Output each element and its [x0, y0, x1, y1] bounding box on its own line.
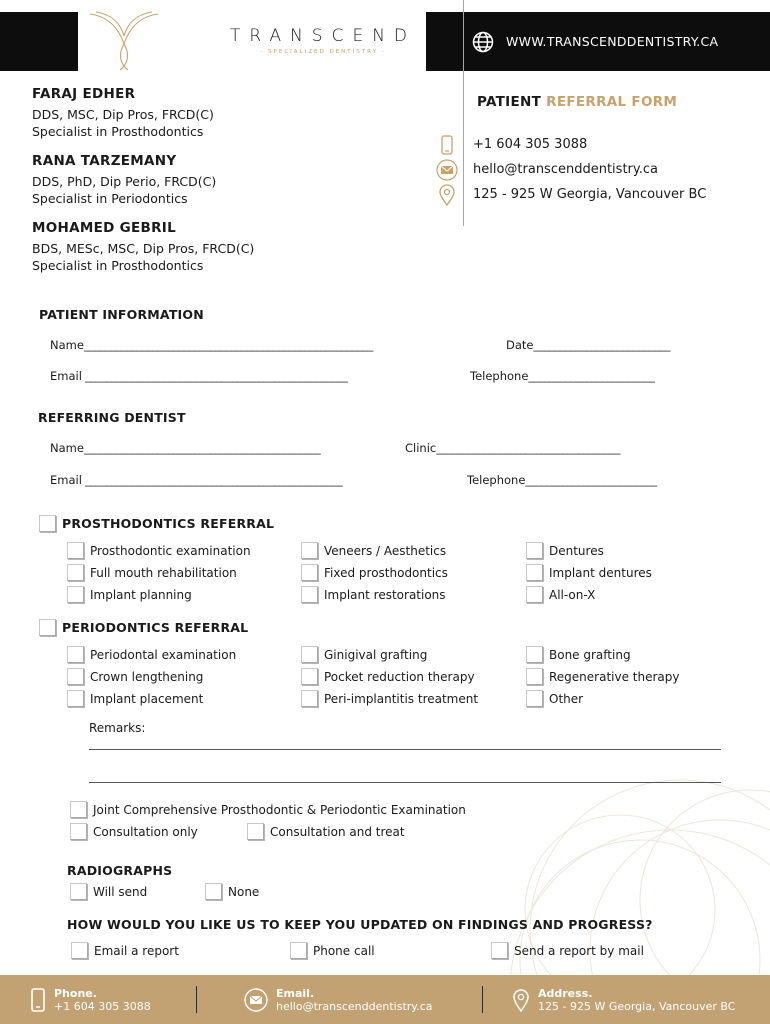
form-title-part2: REFERRAL FORM	[546, 94, 678, 110]
checkbox[interactable]	[67, 646, 84, 663]
checkbox[interactable]	[67, 564, 84, 581]
contact-address	[436, 182, 756, 207]
header-black-bar-left	[0, 12, 78, 71]
footer-email	[244, 975, 433, 1024]
checkbox[interactable]	[526, 586, 543, 603]
option-label: Pocket reduction therapy	[324, 669, 475, 684]
footer-phone	[30, 975, 151, 1024]
option-crown-lengthening[interactable]	[67, 668, 203, 685]
option-label: Ginigival grafting	[324, 647, 428, 662]
option-label: Periodontal examination	[90, 647, 237, 662]
footer-address-label: Address.	[538, 986, 593, 1000]
checkbox[interactable]	[67, 668, 84, 685]
patient-date-label: Date	[506, 338, 534, 352]
option-label: None	[228, 884, 260, 899]
checkbox[interactable]	[205, 883, 222, 900]
footer-phone-label: Phone.	[54, 986, 97, 1000]
form-title-part1: PATIENT	[477, 94, 542, 110]
dentist-clinic-field[interactable]: Clinic___________________________________	[405, 441, 620, 455]
phone-icon	[30, 988, 46, 1012]
checkbox[interactable]	[491, 942, 508, 959]
updates-question-title: HOW WOULD YOU LIKE US TO KEEP YOU UPDATED ON FINDINGS AND PROGRESS?	[67, 917, 653, 932]
dentist-name-field[interactable]: Name_____________________________________________	[50, 441, 321, 455]
option-implant-planning[interactable]	[67, 586, 192, 603]
form-title	[477, 94, 677, 110]
checkbox[interactable]	[71, 942, 88, 959]
prosthodontics-referral-header[interactable]	[39, 515, 274, 532]
patient-date-field[interactable]: Date__________________________	[506, 338, 670, 352]
footer-phone-value[interactable]: +1 604 305 3088	[54, 999, 151, 1013]
checkbox[interactable]	[301, 646, 318, 663]
option-fixed-prosthodontics[interactable]	[301, 564, 448, 581]
patient-telephone-label: Telephone	[470, 369, 529, 383]
checkbox[interactable]	[526, 564, 543, 581]
option-send-report-by-mail[interactable]	[491, 942, 644, 959]
specialist-entry	[32, 220, 332, 274]
contact-phone	[436, 132, 756, 157]
option-prosthodontic-examination[interactable]	[67, 542, 251, 559]
specialist-credentials: DDS, PhD, Dip Perio, FRCD(C)	[32, 174, 217, 189]
contact-block	[436, 132, 756, 207]
remarks-line-1[interactable]	[89, 749, 721, 750]
contact-address-text: 125 - 925 W Georgia, Vancouver BC	[473, 187, 707, 202]
dentist-clinic-label: Clinic	[405, 441, 437, 455]
phone-icon	[436, 134, 458, 156]
option-label: Veneers / Aesthetics	[324, 543, 447, 558]
checkbox[interactable]	[67, 586, 84, 603]
option-label: All-on-X	[549, 587, 596, 602]
dentist-name-label: Name	[50, 441, 84, 455]
option-phone-call[interactable]	[290, 942, 375, 959]
checkbox[interactable]	[70, 883, 87, 900]
specialist-credentials: BDS, MESc, MSC, Dip Pros, FRCD(C)	[32, 241, 255, 256]
option-label: Full mouth rehabilitation	[90, 565, 237, 580]
patient-name-label: Name	[50, 338, 84, 352]
option-label: Phone call	[313, 943, 375, 958]
specialist-entry	[32, 153, 332, 207]
specialist-name: MOHAMED GEBRIL	[32, 220, 177, 236]
option-peri-implantitis-treatment[interactable]	[301, 690, 478, 707]
specialist-specialty: Specialist in Prosthodontics	[32, 258, 204, 273]
patient-email-label: Email	[50, 369, 82, 383]
option-label: Peri-implantitis treatment	[324, 691, 479, 706]
option-label: Bone grafting	[549, 647, 631, 662]
option-full-mouth-rehabilitation[interactable]	[67, 564, 237, 581]
option-label: Fixed prosthodontics	[324, 565, 448, 580]
checkbox[interactable]	[526, 646, 543, 663]
location-pin-icon	[512, 988, 530, 1012]
option-consultation-only[interactable]	[70, 823, 198, 840]
dentist-email-field[interactable]: Email _________________________________________________	[50, 473, 343, 487]
option-pocket-reduction-therapy[interactable]	[301, 668, 475, 685]
remarks-line-2[interactable]	[89, 782, 721, 783]
checkbox[interactable]	[247, 823, 264, 840]
email-icon	[244, 988, 268, 1012]
option-veneers-aesthetics[interactable]	[301, 542, 446, 559]
patient-info-title: PATIENT INFORMATION	[39, 307, 204, 322]
specialist-credentials: DDS, MSC, Dip Pros, FRCD(C)	[32, 107, 214, 122]
footer-separator	[482, 986, 483, 1013]
referring-dentist-title: REFERRING DENTIST	[38, 410, 186, 425]
footer-address	[512, 975, 735, 1024]
checkbox[interactable]	[70, 823, 87, 840]
brand-name: TRANSCEND	[229, 26, 417, 46]
option-label: Consultation only	[93, 824, 198, 839]
website-link[interactable]: WWW.TRANSCENDDENTISTRY.CA	[506, 34, 719, 49]
specialist-specialty: Specialist in Prosthodontics	[32, 124, 204, 139]
specialist-name: RANA TARZEMANY	[32, 153, 177, 169]
footer-bar	[0, 975, 770, 1024]
checkbox[interactable]	[301, 542, 318, 559]
checkbox[interactable]	[301, 586, 318, 603]
option-all-on-x[interactable]	[526, 586, 595, 603]
option-label: Crown lengthening	[90, 669, 204, 684]
option-label: Consultation and treat	[270, 824, 405, 839]
footer-separator	[196, 986, 197, 1013]
option-other[interactable]	[526, 690, 583, 707]
specialist-entry	[32, 86, 332, 140]
specialist-name: FARAJ EDHER	[32, 86, 136, 102]
checkbox[interactable]	[301, 690, 318, 707]
option-implant-placement[interactable]	[67, 690, 203, 707]
option-gingival-grafting[interactable]	[301, 646, 427, 663]
contact-email	[436, 157, 756, 182]
brand-wordmark	[228, 26, 418, 55]
contact-phone-text[interactable]: +1 604 305 3088	[473, 137, 588, 152]
email-icon	[436, 159, 458, 181]
option-will-send[interactable]	[70, 883, 147, 900]
option-dentures[interactable]	[526, 542, 604, 559]
checkbox[interactable]	[70, 801, 87, 818]
dentist-telephone-field[interactable]: Telephone_________________________	[467, 473, 657, 487]
checkbox[interactable]	[67, 690, 84, 707]
patient-name-field[interactable]: Name_______________________________________________________	[50, 338, 373, 352]
option-regenerative-therapy[interactable]	[526, 668, 680, 685]
option-bone-grafting[interactable]	[526, 646, 631, 663]
option-label: Dentures	[549, 543, 604, 558]
prosthodontics-referral-title: PROSTHODONTICS REFERRAL	[62, 516, 275, 531]
option-label: Implant dentures	[549, 565, 652, 580]
option-label: Implant planning	[90, 587, 192, 602]
option-label: Prosthodontic examination	[90, 543, 251, 558]
globe-icon	[472, 31, 494, 53]
dentist-email-label: Email	[50, 473, 82, 487]
option-label: Email a report	[94, 943, 179, 958]
footer-email-value[interactable]: hello@transcenddentistry.ca	[276, 999, 433, 1013]
periodontics-referral-title: PERIODONTICS REFERRAL	[62, 620, 249, 635]
option-joint-examination[interactable]	[70, 801, 466, 818]
periodontics-referral-checkbox[interactable]	[39, 619, 56, 636]
checkbox[interactable]	[301, 564, 318, 581]
option-label: Implant restorations	[324, 587, 446, 602]
patient-telephone-field[interactable]: Telephone________________________	[470, 369, 655, 383]
option-label: Send a report by mail	[514, 943, 644, 958]
contact-email-text[interactable]: hello@transcenddentistry.ca	[473, 162, 658, 177]
checkbox[interactable]	[67, 542, 84, 559]
dentist-telephone-label: Telephone	[467, 473, 526, 487]
specialists-list	[32, 86, 332, 287]
checkbox[interactable]	[290, 942, 307, 959]
remarks-label: Remarks:	[89, 721, 146, 735]
footer-address-value: 125 - 925 W Georgia, Vancouver BC	[538, 999, 736, 1013]
option-label: Implant placement	[90, 691, 204, 706]
option-email-report[interactable]	[71, 942, 179, 959]
checkbox[interactable]	[526, 690, 543, 707]
footer-email-label: Email.	[276, 986, 315, 1000]
location-pin-icon	[436, 184, 458, 206]
checkbox[interactable]	[526, 668, 543, 685]
option-implant-dentures[interactable]	[526, 564, 652, 581]
specialist-specialty: Specialist in Periodontics	[32, 191, 188, 206]
option-label: Joint Comprehensive Prosthodontic & Periodontic Examination	[93, 802, 466, 817]
radiographs-title: RADIOGRAPHS	[67, 863, 173, 878]
option-consultation-and-treat[interactable]	[247, 823, 405, 840]
periodontics-referral-header[interactable]	[39, 619, 248, 636]
option-none[interactable]	[205, 883, 259, 900]
option-label: Regenerative therapy	[549, 669, 680, 684]
checkbox[interactable]	[526, 542, 543, 559]
checkbox[interactable]	[301, 668, 318, 685]
option-periodontal-examination[interactable]	[67, 646, 236, 663]
header-website-bar	[426, 12, 770, 71]
patient-email-field[interactable]: Email __________________________________________________	[50, 369, 348, 383]
brand-tagline: - SPECIALIZED DENTISTRY -	[260, 49, 386, 55]
option-implant-restorations[interactable]	[301, 586, 446, 603]
option-label: Will send	[93, 884, 148, 899]
brand-logo-mark-icon	[84, 10, 164, 72]
prosthodontics-referral-checkbox[interactable]	[39, 515, 56, 532]
option-label: Other	[549, 691, 584, 706]
